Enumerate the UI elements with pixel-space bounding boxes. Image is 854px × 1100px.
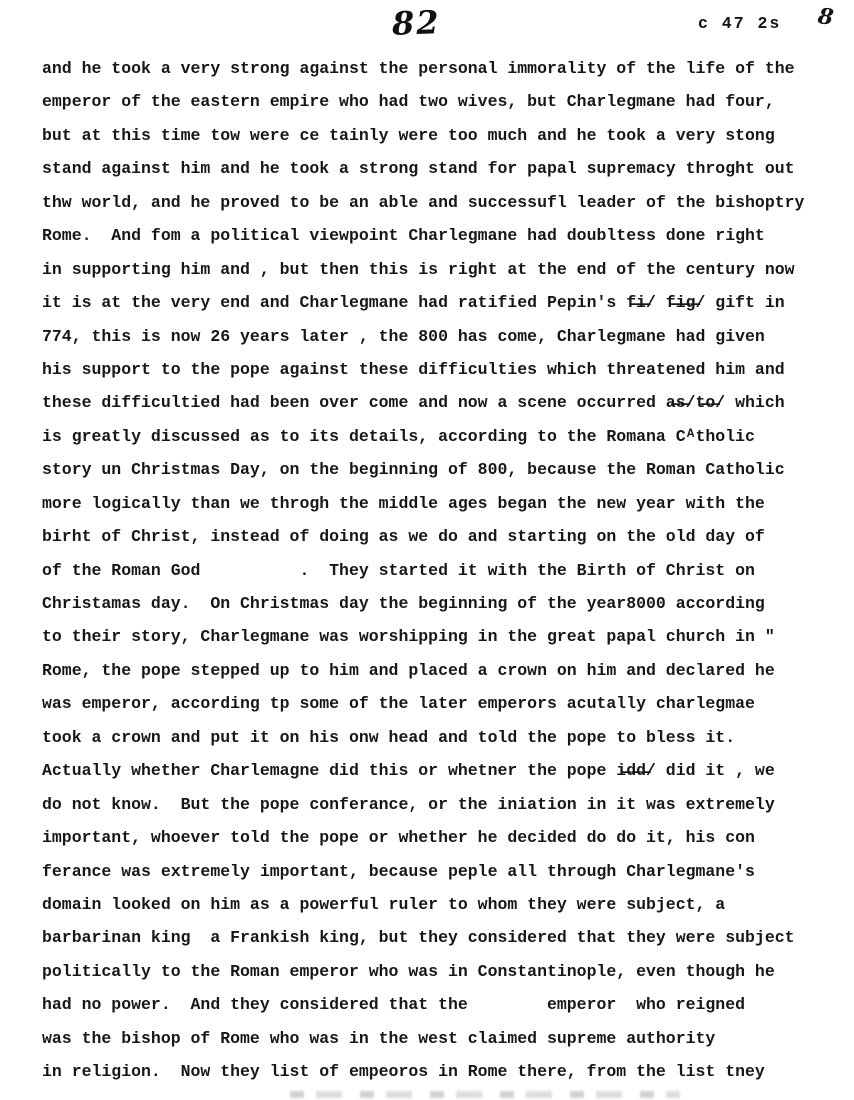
text-line: Christamas day. On Christmas day the beginning of the year8000 according [42,594,765,613]
text-line: in supporting him and , but then this is right at the end of the century now [42,259,795,279]
text-line: was the bishop of Rome who was in the west claimed supreme authority [42,1028,716,1048]
text-line: 774, this is now 26 years later , the 800 has come, Charlegmane had given [42,326,765,346]
text-line: Actually whether Charlemagne did this or whetner the pope i̶d̶d̶/ did it , we [42,761,775,781]
text-line: to their story, Charlegmane was worshipping in the great papal church in " [42,627,775,647]
text-line: story un Christmas Day, on the beginning of 800, because the Roman Catholic [42,460,785,480]
classification-code: c 47 2s [698,14,782,33]
text-line: Rome. And fom a political viewpoint Charlegmane had doubltess done right [42,226,765,246]
text-line: domain looked on him as a powerful ruler to whom they were subject, a [42,894,726,914]
text-line: birht of Christ, instead of doing as we do and starting on the old day of [42,527,765,547]
handwritten-page-number: 82 [391,3,442,43]
text-line: took a crown and put it on his onw head and told the pope to bless it. [42,727,736,747]
text-line: emperor of the eastern empire who had two wives, but Charlegmane had four, [42,92,775,112]
text-line: of the Roman God . They started it with the Birth of Christ on [42,560,755,580]
text-line: politically to the Roman emperor who was in Constantinople, even though he [42,961,775,981]
typewritten-text [42,52,842,1089]
text-line: ferance was extremely important, because peple all through Charlegmane's [42,861,755,881]
handwritten-corner-number: 8 [816,3,836,31]
text-line: stand against him and he took a strong stand for papal supremacy throght out [42,159,795,179]
text-line: important, whoever told the pope or whether he decided do do it, his con [42,828,755,848]
text-line: it is at the very end and Charlegmane had ratified Pepin's f̶i̶/ f̶i̶g̶/ gift in [42,293,785,313]
text-line: had no power. And they considered that the emperor who reigned [42,995,746,1015]
text-line: these difficultied had been over come and now a scene occurred a̶s̶/t̶o̶/ which [42,393,785,413]
text-line: was emperor, according tp some of the later emperors acutally charlegmae [42,694,755,714]
text-line: barbarinan king a Frankish king, but they considered that they were subject [42,928,795,948]
cutoff-line-artifact [290,1091,680,1098]
text-line: do not know. But the pope conferance, or the iniation in it was extremely [42,794,775,814]
text-line: more logically than we throgh the middle ages began the new year with the [42,493,765,513]
text-line: and he took a very strong against the personal immorality of the life of the [42,59,795,78]
text-line: Rome, the pope stepped up to him and placed a crown on him and declared he [42,660,775,680]
text-line: but at this time tow were ce tainly were too much and he took a very stong [42,125,775,145]
text-line: his support to the pope against these difficulties which threatened him and [42,359,785,379]
text-line: thw world, and he proved to be an able and successufl leader of the bishoptry [42,192,805,212]
text-line: is greatly discussed as to its details, according to the Romana Cᴬtholic [42,426,755,446]
text-line: in religion. Now they list of empeoros in Rome there, from the list tney [42,1062,765,1082]
